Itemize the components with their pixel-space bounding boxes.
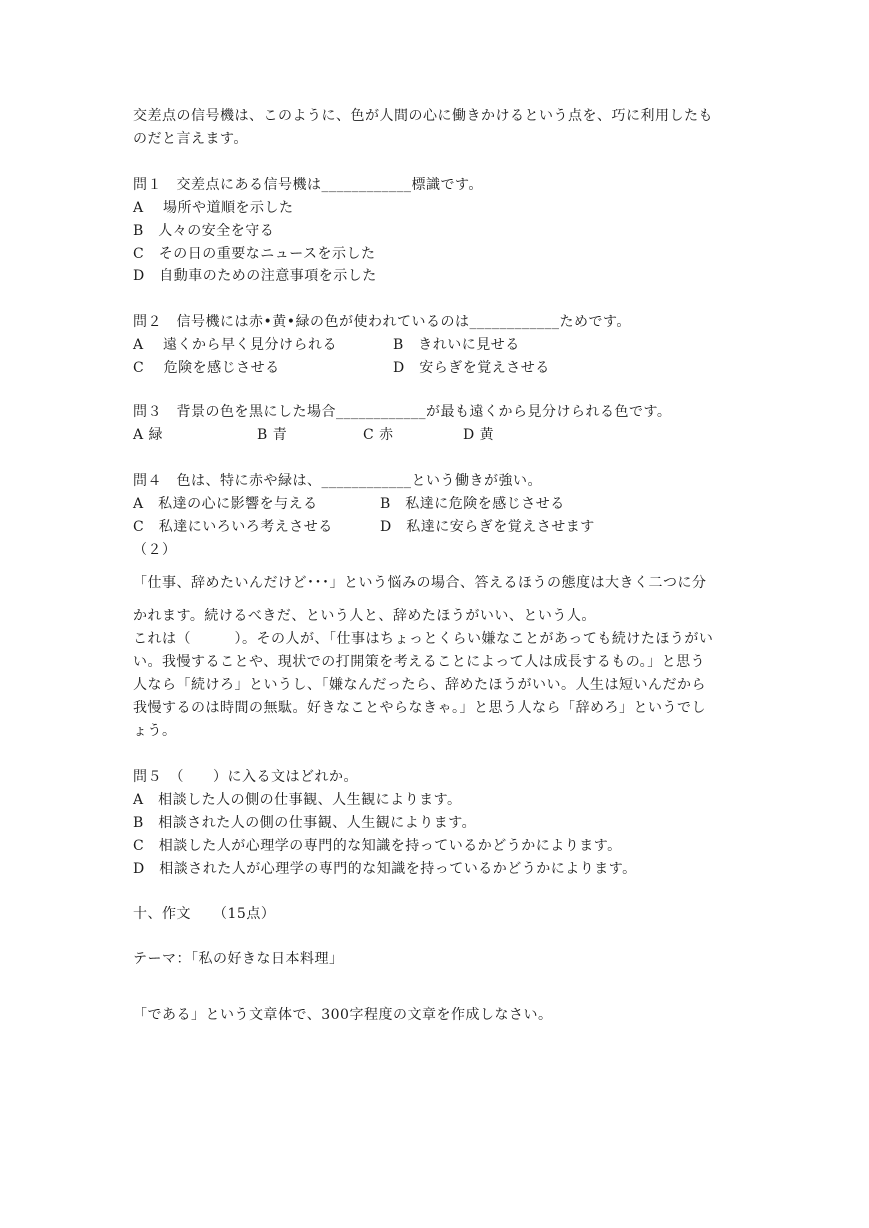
question-1-stem: 問１ 交差点にある信号機は____________標識です。 <box>133 177 483 193</box>
essay-theme: テーマ：「私の好きな日本料理」 <box>133 951 344 967</box>
question-2-option-b: B きれいに見せる <box>393 337 520 353</box>
question-3-option-a: A 緑 <box>133 427 164 443</box>
question-4-stem: 問４ 色は、特に赤や緑は、____________という働きが強い。 <box>133 473 542 489</box>
essay-instruction: 「である」という文章体で、300字程度の文章を作成しなさい。 <box>133 1007 553 1023</box>
question-5-stem: 問５ （ ）に入る文はどれか。 <box>133 769 358 785</box>
question-4-option-a: A 私達の心に影響を与える <box>133 496 318 512</box>
intro-line-1: 交差点の信号機は、このように、色が人間の心に働きかけるという点を、巧に利用したも <box>133 108 713 124</box>
question-4-option-d: D 私達に安らぎを覚えさせます <box>380 519 595 535</box>
passage-2-line-2: かれます。続けるべきだ、という人と、辞めたほうがいい、という人。 <box>133 608 596 624</box>
intro-line-2: のだと言えます。 <box>133 131 248 147</box>
question-5-option-c: C 相談した人が心理学の専門的な知識を持っているかどうかによります。 <box>133 838 622 854</box>
essay-heading: 十、作文 （15点） <box>133 906 276 922</box>
question-2-option-c: C 危険を感じさせる <box>133 360 280 376</box>
question-1-option-b: B 人々の安全を守る <box>133 223 275 239</box>
question-3-stem: 問３ 背景の色を黒にした場合____________が最も遠くから見分けられる色です。 <box>133 404 672 420</box>
question-1-option-a: A 場所や道順を示した <box>133 200 294 216</box>
question-1-option-d: D 自動車のための注意事項を示した <box>133 268 377 284</box>
passage-2-line-6: 我慢するのは時間の無駄。好きなことやらなきゃ。」と思う人なら「辞めろ」というでし <box>133 700 706 716</box>
question-1-option-c: C その日の重要なニュースを示した <box>133 246 376 262</box>
question-5-option-a: A 相談した人の側の仕事観、人生観によります。 <box>133 792 462 808</box>
question-3-option-c: C 赤 <box>363 427 394 443</box>
passage-2-line-1: 「仕事、辞めたいんだけど･･･」という悩みの場合、答えるほうの態度は大きく二つに分 <box>133 575 707 591</box>
passage-2-line-5: 人なら「続けろ」というし、「嫌なんだったら、辞めたほうがいい。人生は短いんだから <box>133 677 706 693</box>
passage-2-line-7: ょう。 <box>133 723 177 739</box>
question-3-option-d: D 黄 <box>463 427 495 443</box>
question-5-option-d: D 相談された人が心理学の専門的な知識を持っているかどうかによります。 <box>133 861 637 877</box>
question-2-stem: 問２ 信号機には赤•黄•緑の色が使われているのは____________ためです。 <box>133 314 631 330</box>
question-3-option-b: B 青 <box>257 427 288 443</box>
question-5-option-b: B 相談された人の側の仕事観、人生観によります。 <box>133 815 477 831</box>
question-4-option-c: C 私達にいろいろ考えさせる <box>133 519 333 535</box>
question-2-option-d: D 安らぎを覚えさせる <box>393 360 550 376</box>
question-4-option-b: B 私達に危険を感じさせる <box>380 496 565 512</box>
passage-2-line-4: い。我慢することや、現状での打開策を考えることによって人は成長するもの。」と思う <box>133 654 706 670</box>
section-2-label: （２） <box>133 542 177 558</box>
question-2-option-a: A 遠くから早く見分けられる <box>133 337 338 353</box>
passage-2-line-3: これは（ ）。その人が、「仕事はちょっとくらい嫌なことがあっても続けたほうがい <box>133 631 714 647</box>
